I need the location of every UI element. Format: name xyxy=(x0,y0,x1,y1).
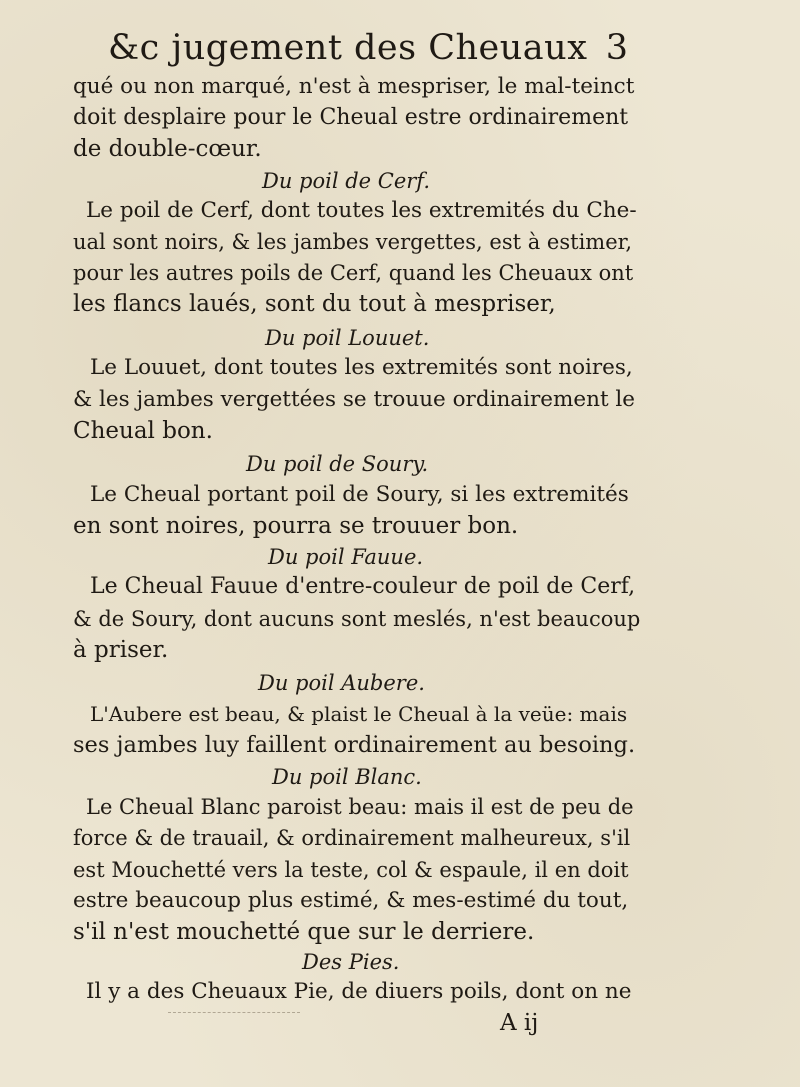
text-line: Le Cheual Blanc paroist beau: mais il est de peu de xyxy=(86,795,634,819)
text-line: force & de trauail, & ordinairement malheureux, s'il xyxy=(73,826,631,850)
text-line: Il y a des Cheuaux Pie, de diuers poils, dont on ne xyxy=(86,979,632,1004)
text-line: L'Aubere est beau, & plaist le Cheual à la veüe: mais xyxy=(90,702,628,726)
printed-rule xyxy=(168,1012,300,1013)
section-heading: Du poil de Soury. xyxy=(246,452,429,476)
page-number: 3 xyxy=(605,28,628,68)
text-line: Le Louuet, dont toutes les extremités sont noires, xyxy=(90,355,633,380)
text-line: est Mouchetté vers la teste, col & espaule, il en doit xyxy=(73,858,629,882)
text-line: qué ou non marqué, n'est à mespriser, le mal-teinct xyxy=(73,74,635,99)
text-line: & les jambes vergettées se trouue ordinairement le xyxy=(73,387,636,412)
text-line: à priser. xyxy=(73,637,169,663)
text-line: Le Cheual portant poil de Soury, si les extremités xyxy=(90,482,629,507)
text-line: estre beaucoup plus estimé, & mes-estimé du tout, xyxy=(73,888,629,913)
text-line: de double-cœur. xyxy=(73,136,262,162)
text-line: doit desplaire pour le Cheual estre ordinairement xyxy=(73,105,629,130)
text-line: Le poil de Cerf, dont toutes les extremités du Che- xyxy=(86,198,637,223)
section-heading: Du poil Blanc. xyxy=(272,765,422,789)
text-line: les flancs laués, sont du tout à mespriser, xyxy=(73,291,556,317)
text-line: pour les autres poils de Cerf, quand les Cheuaux ont xyxy=(73,261,634,285)
text-line: ual sont noirs, & les jambes vergettes, est à estimer, xyxy=(73,230,633,254)
text-line: Cheual bon. xyxy=(73,418,213,444)
section-heading: Du poil Louuet. xyxy=(265,326,430,350)
section-heading: Des Pies. xyxy=(302,950,400,974)
signature-mark: A ij xyxy=(500,1010,539,1036)
text-line: en sont noires, pourra se trouuer bon. xyxy=(73,513,519,539)
running-title: &c jugement des Cheuaux xyxy=(108,28,588,68)
text-line: s'il n'est mouchetté que sur le derriere. xyxy=(73,919,535,945)
section-heading: Du poil Fauue. xyxy=(268,545,424,569)
section-heading: Du poil de Cerf. xyxy=(262,169,431,193)
section-heading: Du poil Aubere. xyxy=(258,671,425,695)
text-line: Le Cheual Fauue d'entre-couleur de poil de Cerf, xyxy=(90,574,636,599)
text-line: & de Soury, dont aucuns sont meslés, n'est beaucoup xyxy=(73,607,641,631)
running-header xyxy=(108,22,628,74)
text-line: ses jambes luy faillent ordinairement au besoing. xyxy=(73,732,636,758)
